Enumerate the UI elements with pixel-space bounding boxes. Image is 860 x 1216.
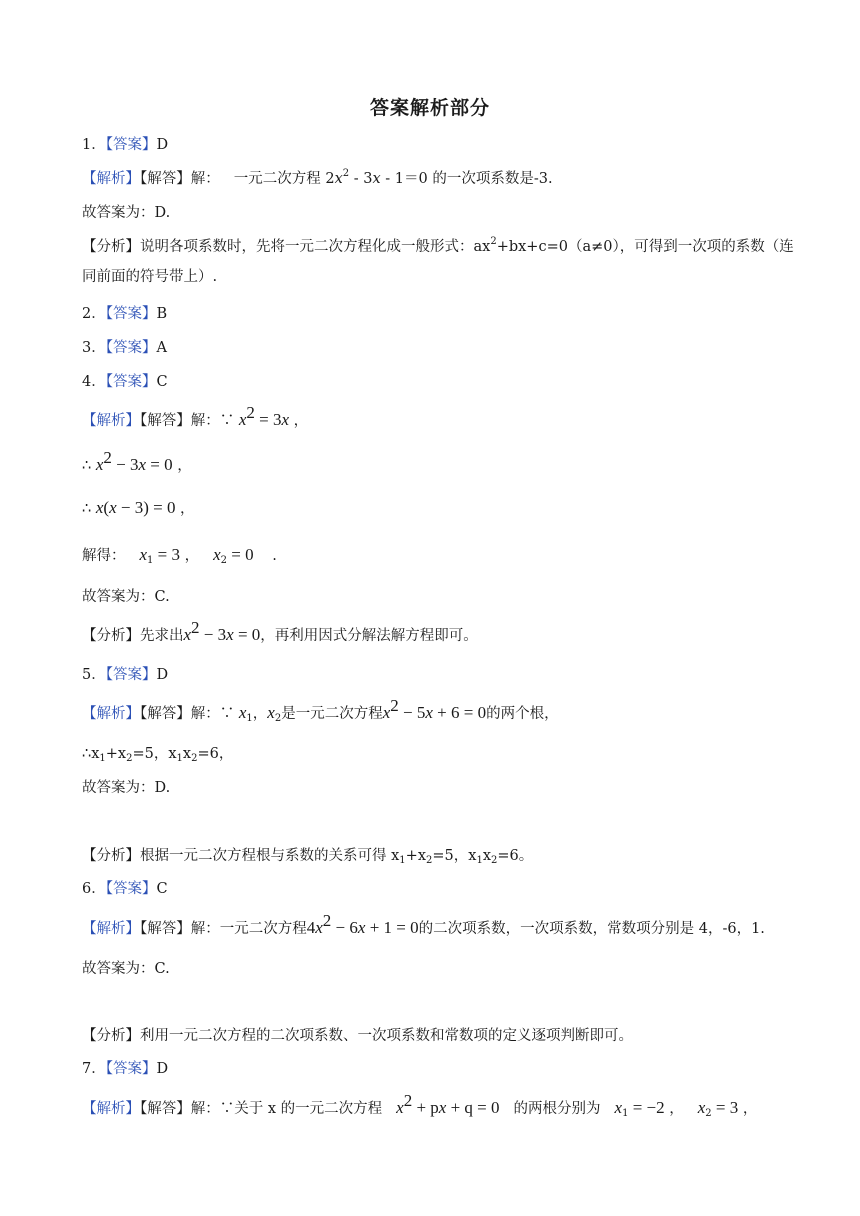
question-number: 1． <box>82 137 106 153</box>
q7-solution-line: 【解析】【解答】解：∵关于 x 的一元二次方程 $x^2$ + px + q = 0 的两根分别为 $x_1 = -2$ ， $x_2 = 3$ ， <box>82 1091 758 1119</box>
q7-answer-line: 7．【答案】D <box>82 1061 169 1077</box>
q4-step3: ∴ x(x − 3) = 0 ， <box>82 498 195 517</box>
q5-final-line: 故答案为：D. <box>82 780 171 796</box>
q4-step2: ∴ $x^2 - 3x = 0$ ， <box>82 448 192 474</box>
q4-solution-line: 【解析】【解答】解：∵ $x^2 = 3x$ ， <box>82 403 309 429</box>
answer-value: B <box>156 306 168 322</box>
q5-analysis-line: 【分析】根据一元二次方程根与系数的关系可得 $x_1+x_2=5$，$x_1x_2=6$。 <box>82 848 534 866</box>
solution-label: 【解答】 <box>140 171 191 187</box>
q6-answer-line: 6．【答案】C <box>82 881 168 897</box>
q3-answer-line: 3．【答案】A <box>82 340 167 356</box>
answer-value: A <box>156 340 167 356</box>
answer-value: C <box>156 881 168 897</box>
answer-label: 【答案】 <box>105 137 157 153</box>
q6-analysis-line: 【分析】利用一元二次方程的二次项系数、一次项系数和常数项的定义逐项判断即可。 <box>82 1028 633 1044</box>
answer-value: D <box>156 667 169 683</box>
q6-solution-line: 【解析】【解答】解：一元二次方程$4x^2 - 6x + 1 = 0$的二次项系数，一次项系数，常数项分别是 4，-6，1. <box>82 911 765 937</box>
q6-final-line: 故答案为：C. <box>82 961 170 977</box>
fenxi-label: 【分析】 <box>82 239 140 255</box>
q5-answer-line: 5．【答案】D <box>82 667 169 683</box>
q4-analysis-line: 【分析】先求出$x^2 - 3x = 0$，再利用因式分解法解方程即可。 <box>82 618 478 644</box>
analysis-label: 【解析】 <box>82 171 140 187</box>
q5-solution-line: 【解析】【解答】解：∵ $x_1$，$x_2$是一元二次方程$x^2 - 5x + 6 = 0$的两个根， <box>82 696 559 724</box>
q5-sum-line: $\therefore x_1+x_2=5$，$x_1x_2=6$， <box>82 746 234 764</box>
q1-answer-line <box>82 135 820 155</box>
jie-label: 解： <box>190 171 220 187</box>
q1-text: 一元二次方程 $2x^2 - 3x - 1=0$ 的一次项系数是-3. <box>233 168 553 187</box>
q4-final-line: 故答案为：C. <box>82 589 170 605</box>
answer-value: D <box>156 1061 169 1077</box>
q1-analysis-paragraph: 【分析】说明各项系数时，先将一元二次方程化成一般形式：$ax^2+bx+c=0(a\ne 0)$，可得到一次项的系数（连 同前面的符号带上）. <box>82 236 794 285</box>
q1-final-line: 故答案为：D. <box>82 205 171 221</box>
q1-solution-line <box>82 169 820 189</box>
answer-value: D <box>156 137 169 153</box>
answer-value: C <box>156 374 168 390</box>
q4-answer-line: 4．【答案】C <box>82 374 168 390</box>
q2-answer-line: 2．【答案】B <box>82 306 168 322</box>
page-title: 答案解析部分 <box>369 97 490 119</box>
q4-roots-line: 解得： $x_1 = 3$ ， $x_2 = 0$ . <box>82 545 277 566</box>
